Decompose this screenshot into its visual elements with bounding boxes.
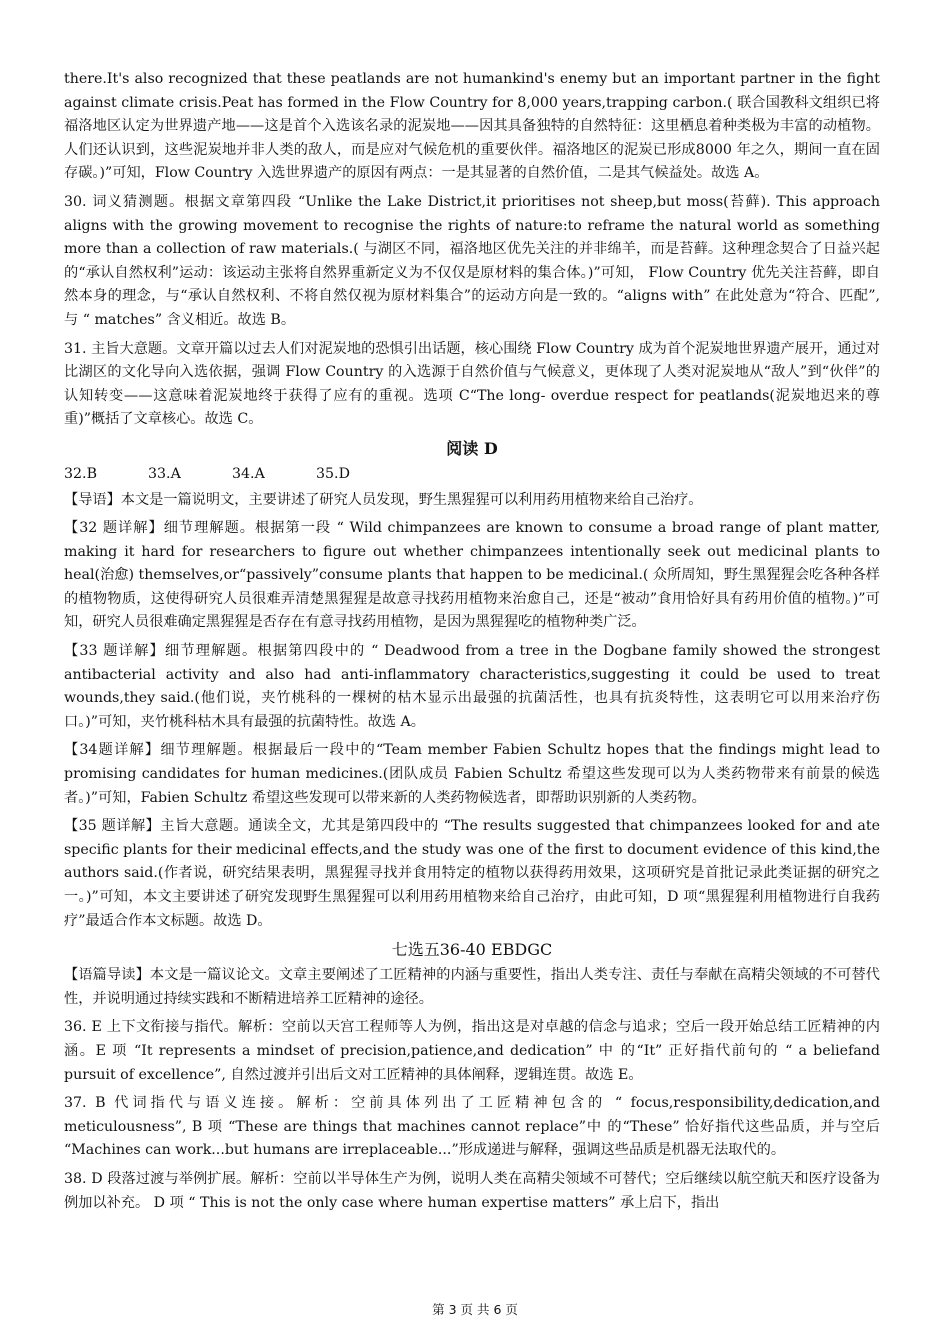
paragraph-30: 30. 词义猜测题。根据文章第四段 “Unlike the Lake District,it prioritises not sheep,but moss(苔藓). This approach aligns with the growing movement to recognise the rights of nature:to reframe the natural world as something more than a collection of raw materials.( 与湖区不同，福洛地区优先关注的并非绵羊，而是苔藓。这种理念契合了日益兴起的“承认自然权利”运动：该运动主张将自然界重新定义为不仅仅是原材料的集合体。)”可知， Flow Country 优先关注苔藓，即自然本身的理念，与“承认自然权利、不将自然仅视为原材料集合”的运动方向是一致的。“aligns with” 在此处意为“符合、匹配”, 与 “ matches” 含义相近。故选 B。	[64, 193, 880, 328]
answer-35: 35.D	[316, 465, 350, 482]
explanation-37: 37. B 代词指代与语义连接。解析：空前具体列出了工匠精神包含的 “ focus,responsibility,dedication,and meticulousness”, B 项 “These are things that machines cannot replace”中 的“These” 恰好指代这些品质，并与空后 “Machines can work...but humans are irreplaceable...”形成递进与解释，强调这些品质是机器无法取代的。	[64, 1095, 880, 1159]
explanation-33: 【33 题详解】细节理解题。根据第四段中的 “ Deadwood from a tree in the Dogbane family showed the strongest antibacterial activity and also had anti-inflammatory characteristics,suggesting it could be used to treat wounds,they said.(他们说，夹竹桃科的一棵树的枯木显示出最强的抗菌活性，也具有抗炎特性，这表明它可以用来治疗伤口。)”可知，夹竹桃科枯木具有最强的抗菌特性。故选 A。	[64, 643, 880, 730]
explanation-32: 【32 题详解】细节理解题。根据第一段 “ Wild chimpanzees are known to consume a broad range of plant matter, making it hard for researchers to figure out whether chimpanzees intentionally seek out medicinal plants to heal(治愈) themselves,or“passively”consume plants that happen to be medicinal.( 众所周知，野生黑猩猩会吃各种各样的植物物质，这使得研究人员很难弄清楚黑猩猩是故意寻找药用植物来治愈自己，还是“被动”食用恰好具有药用价值的植物。)”可知，研究人员很难确定黑猩猩是否存在有意寻找药用植物，是因为黑猩猩吃的植物种类广泛。	[64, 520, 880, 631]
explanation-34: 【34题详解】细节理解题。根据最后一段中的“Team member Fabien Schultz hopes that the findings might lead to promising candidates for human medicines.(团队成员 Fabien Schultz 希望这些发现可以为人类药物带来有前景的候选者。)”可知，Fabien Schultz 希望这些发现可以带来新的人类药物候选者，即帮助识别新的人类药物。	[64, 742, 880, 806]
document-body	[64, 68, 880, 1220]
paragraph-31: 31. 主旨大意题。文章开篇以过去人们对泥炭地的恐惧引出话题，核心围绕 Flow Country 成为首个泥炭地世界遗产展开，通过对比湖区的文化导向入选依据，强调 Flow Country 的入选源于自然价值与气候意义，更体现了人类对泥炭地从“敌人”到“伙伴”的认知转变——这意味着泥炭地终于获得了应有的重视。选项 C“The long- overdue respect for peatlands(泥炭地迟来的尊重)”概括了文章核心。故选 C。	[64, 340, 880, 428]
section-seven-title: 七选五36-40 EBDGC	[391, 940, 553, 960]
section-d-intro: 【导语】本文是一篇说明文，主要讲述了研究人员发现，野生黑猩猩可以利用药用植物来给自己治疗。	[64, 491, 703, 508]
section-seven-intro: 【语篇导读】本文是一篇议论文。文章主要阐述了工匠精神的内涵与重要性，指出人类专注、责任与奉献在高精尖领域的不可替代性，并说明通过持续实践和不断精进培养工匠精神的途径。	[64, 967, 880, 1007]
answer-34: 34.A	[232, 465, 265, 482]
paragraph-29-continuation: there.It's also recognized that these peatlands are not humankind's enemy but an important partner in the fight against climate crisis.Peat has formed in the Flow Country for 8,000 years,trapping carbon.( 联合国教科文组织已将福洛地区认定为世界遗产地——这是首个入选该名录的泥炭地——因其具备独特的自然特征：这里栖息着种类极为丰富的动植物。人们还认识到，这些泥炭地并非人类的敌人，而是应对气候危机的重要伙伴。福洛地区的泥炭已形成8000 年之久，期间一直在固存碳。)”可知，Flow Country 入选世界遗产的原因有两点：一是其显著的自然价值，二是其气候益处。故选 A。	[64, 71, 880, 182]
section-d-title: 阅读 D	[446, 438, 498, 458]
answer-33: 33.A	[148, 465, 181, 482]
section-d-answers	[64, 463, 880, 487]
page-number: 第 3 页 共 6 页	[432, 1302, 518, 1317]
explanation-36: 36. E 上下文衔接与指代。解析：空前以天宫工程师等人为例，指出这是对卓越的信念与追求；空后一段开始总结工匠精神的内涵。E 项 “It represents a mindset of precision,patience,and dedication” 中 的“It” 正好指代前句的 “ a beliefand pursuit of excellence”, 自然过渡并引出后文对工匠精神的具体阐释，逻辑连贯。故选 E。	[64, 1019, 880, 1083]
answer-32: 32.B	[64, 465, 97, 482]
explanation-38: 38. D 段落过渡与举例扩展。解析：空前以半导体生产为例，说明人类在高精尖领域不可替代；空后继续以航空航天和医疗设备为例加以补充。 D 项 “ This is not the only case where human expertise matters” 承上启下，指出	[64, 1170, 880, 1211]
explanation-35: 【35 题详解】主旨大意题。通读全文，尤其是第四段中的 “The results suggested that chimpanzees looked for and ate specific plants for their medicinal effects,and the study was one of the first to document evidence of this kind,the authors said.(作者说，研究结果表明，黑猩猩寻找并食用特定的植物以获得药用效果，这项研究是首批记录此类证据的研究之一。)”可知，本文主要讲述了研究发现野生黑猩猩可以利用药用植物来给自己治疗，由此可知，D 项“黑猩猩利用植物进行自我药疗”最适合作本文标题。故选 D。	[64, 818, 880, 929]
